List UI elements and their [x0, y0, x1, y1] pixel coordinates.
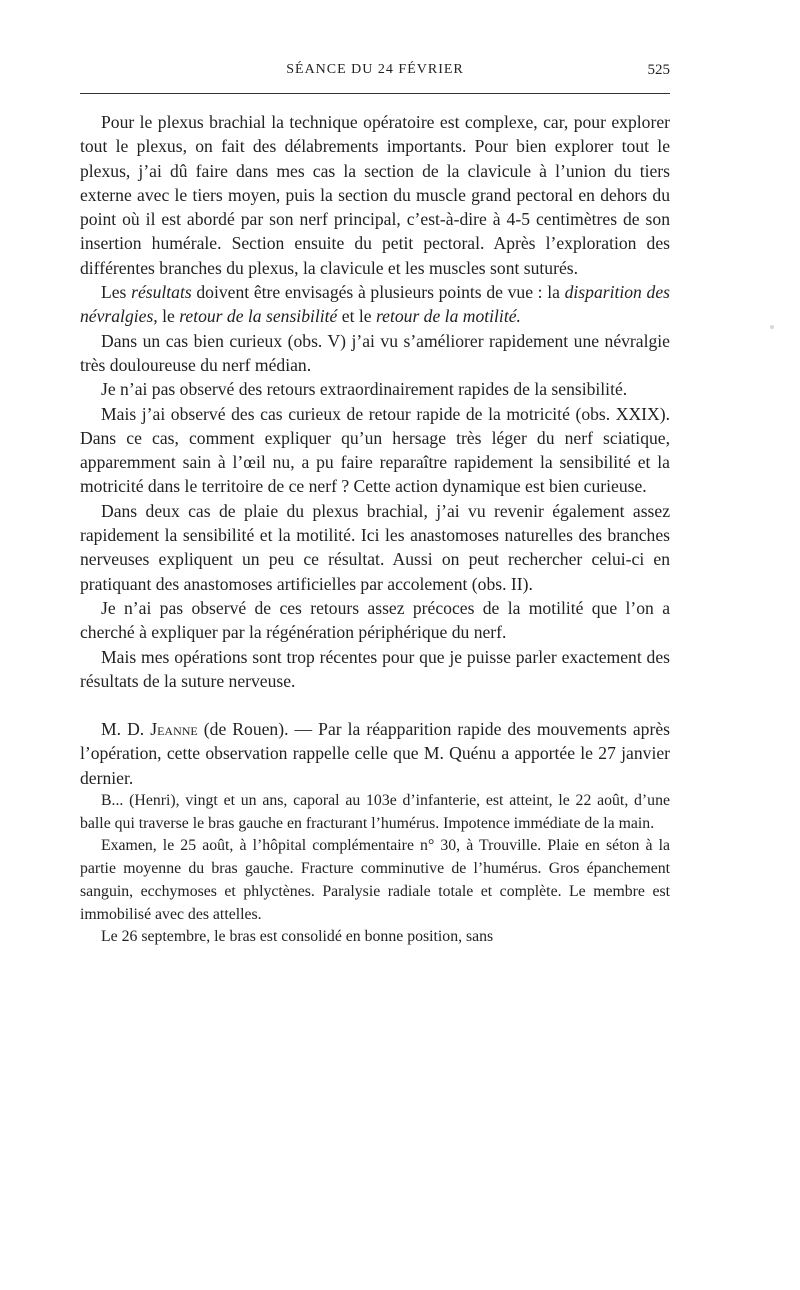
text-run: M. D.: [101, 719, 151, 740]
paragraph-motricite: Mais j’ai observé des cas curieux de retour rapide de la motricité (obs. XXIX). Dans ce cas, comment expliquer qu’un hersage très léger du nerf sciatique, apparemment sain à l’œil nu, a pu faire reparaître rapidement la sensibilité et la motricité dans le territoire de ce nerf ? Cette action dynamique est bien curieuse.: [80, 403, 670, 497]
paragraph-sensibilite: Je n’ai pas observé des retours extraordinairement rapides de la sensibilité.: [101, 379, 628, 400]
paragraph-technique: Pour le plexus brachial la technique opératoire est complexe, car, pour explorer tout le plexus, on fait des délabrements importants. Pour bien explorer tout le plexus, j’ai dû faire dans mes cas la section de la clavicule à l’union du tiers externe avec le tiers moyen, puis la section du muscle grand pectoral en dehors du point où il est abordé par son nerf principal, c’est-à-dire à 4-5 centimètres de son insertion humérale. Section ensuite du petit pectoral. Après l’exploration des différentes branches du plexus, la clavicule et les muscles sont suturés.: [80, 112, 670, 278]
paragraph-nevralgie: Dans un cas bien curieux (obs. V) j’ai vu s’améliorer rapidement une névralgie très douloureuse du nerf médian.: [80, 330, 670, 375]
observation-paragraph: B... (Henri), vingt et un ans, caporal au 103e d’infanterie, est atteint, le 22 août, d’une balle qui traverse le bras gauche en fracturant l’humérus. Impotence immédiate de la main.: [80, 792, 670, 832]
page-body: [80, 110, 670, 949]
paragraph-resultats: [80, 280, 670, 329]
italic-term: disparition des névralgies,: [80, 282, 670, 327]
paragraph-gap: [80, 693, 670, 717]
text-run: (de Rouen). — Par la réapparition rapide des mouvements après l’opération, cette observation rappelle celle que M. Quénu a apportée le 27 janvier dernier.: [80, 719, 670, 788]
paragraph-plexus: Dans deux cas de plaie du plexus brachial, j’ai vu revenir également assez rapidement la sensibilité et la motilité. Ici les anastomoses naturelles des branches nerveuses expliquent un peu ce résultat. Aussi on peut rechercher celui-ci en pratiquant des anastomoses artificielles par accolement (obs. II).: [80, 500, 670, 594]
text-run: Les: [101, 282, 132, 303]
page-number: 525: [647, 62, 670, 78]
italic-term: résultats: [131, 282, 192, 303]
text-run: doivent être envisagés à plusieurs points de vue : la: [191, 282, 565, 303]
italic-term: retour de la sensibilité: [179, 306, 338, 327]
paragraph-suture: Mais mes opérations sont trop récentes pour que je puisse parler exactement des résultats de la suture nerveuse.: [80, 646, 670, 691]
author-name: Jeanne: [150, 719, 198, 740]
header-rule: [80, 93, 670, 94]
text-run: et le: [337, 306, 376, 327]
observation-paragraph: Examen, le 25 août, à l’hôpital complémentaire n° 30, à Trouville. Plaie en séton à la partie moyenne du bras gauche. Fracture comminutive de l’humérus. Gros épanchement sanguin, ecchymoses et phlyctènes. Paralysie radiale totale et complète. Le membre est immobilisé avec des attelles.: [80, 837, 670, 923]
paragraph-jeanne: [80, 717, 670, 790]
paper-speck: [770, 325, 774, 329]
italic-term: retour de la motilité.: [375, 306, 521, 327]
running-title: SÉANCE DU 24 FÉVRIER: [286, 62, 464, 77]
text-run: le: [157, 306, 180, 327]
observation-paragraph: Le 26 septembre, le bras est consolidé en bonne position, sans: [101, 928, 494, 946]
paragraph-regeneration: Je n’ai pas observé de ces retours assez précoces de la motilité que l’on a cherché à expliquer par la régénération périphérique du nerf.: [80, 597, 670, 643]
page-header: [80, 62, 670, 84]
